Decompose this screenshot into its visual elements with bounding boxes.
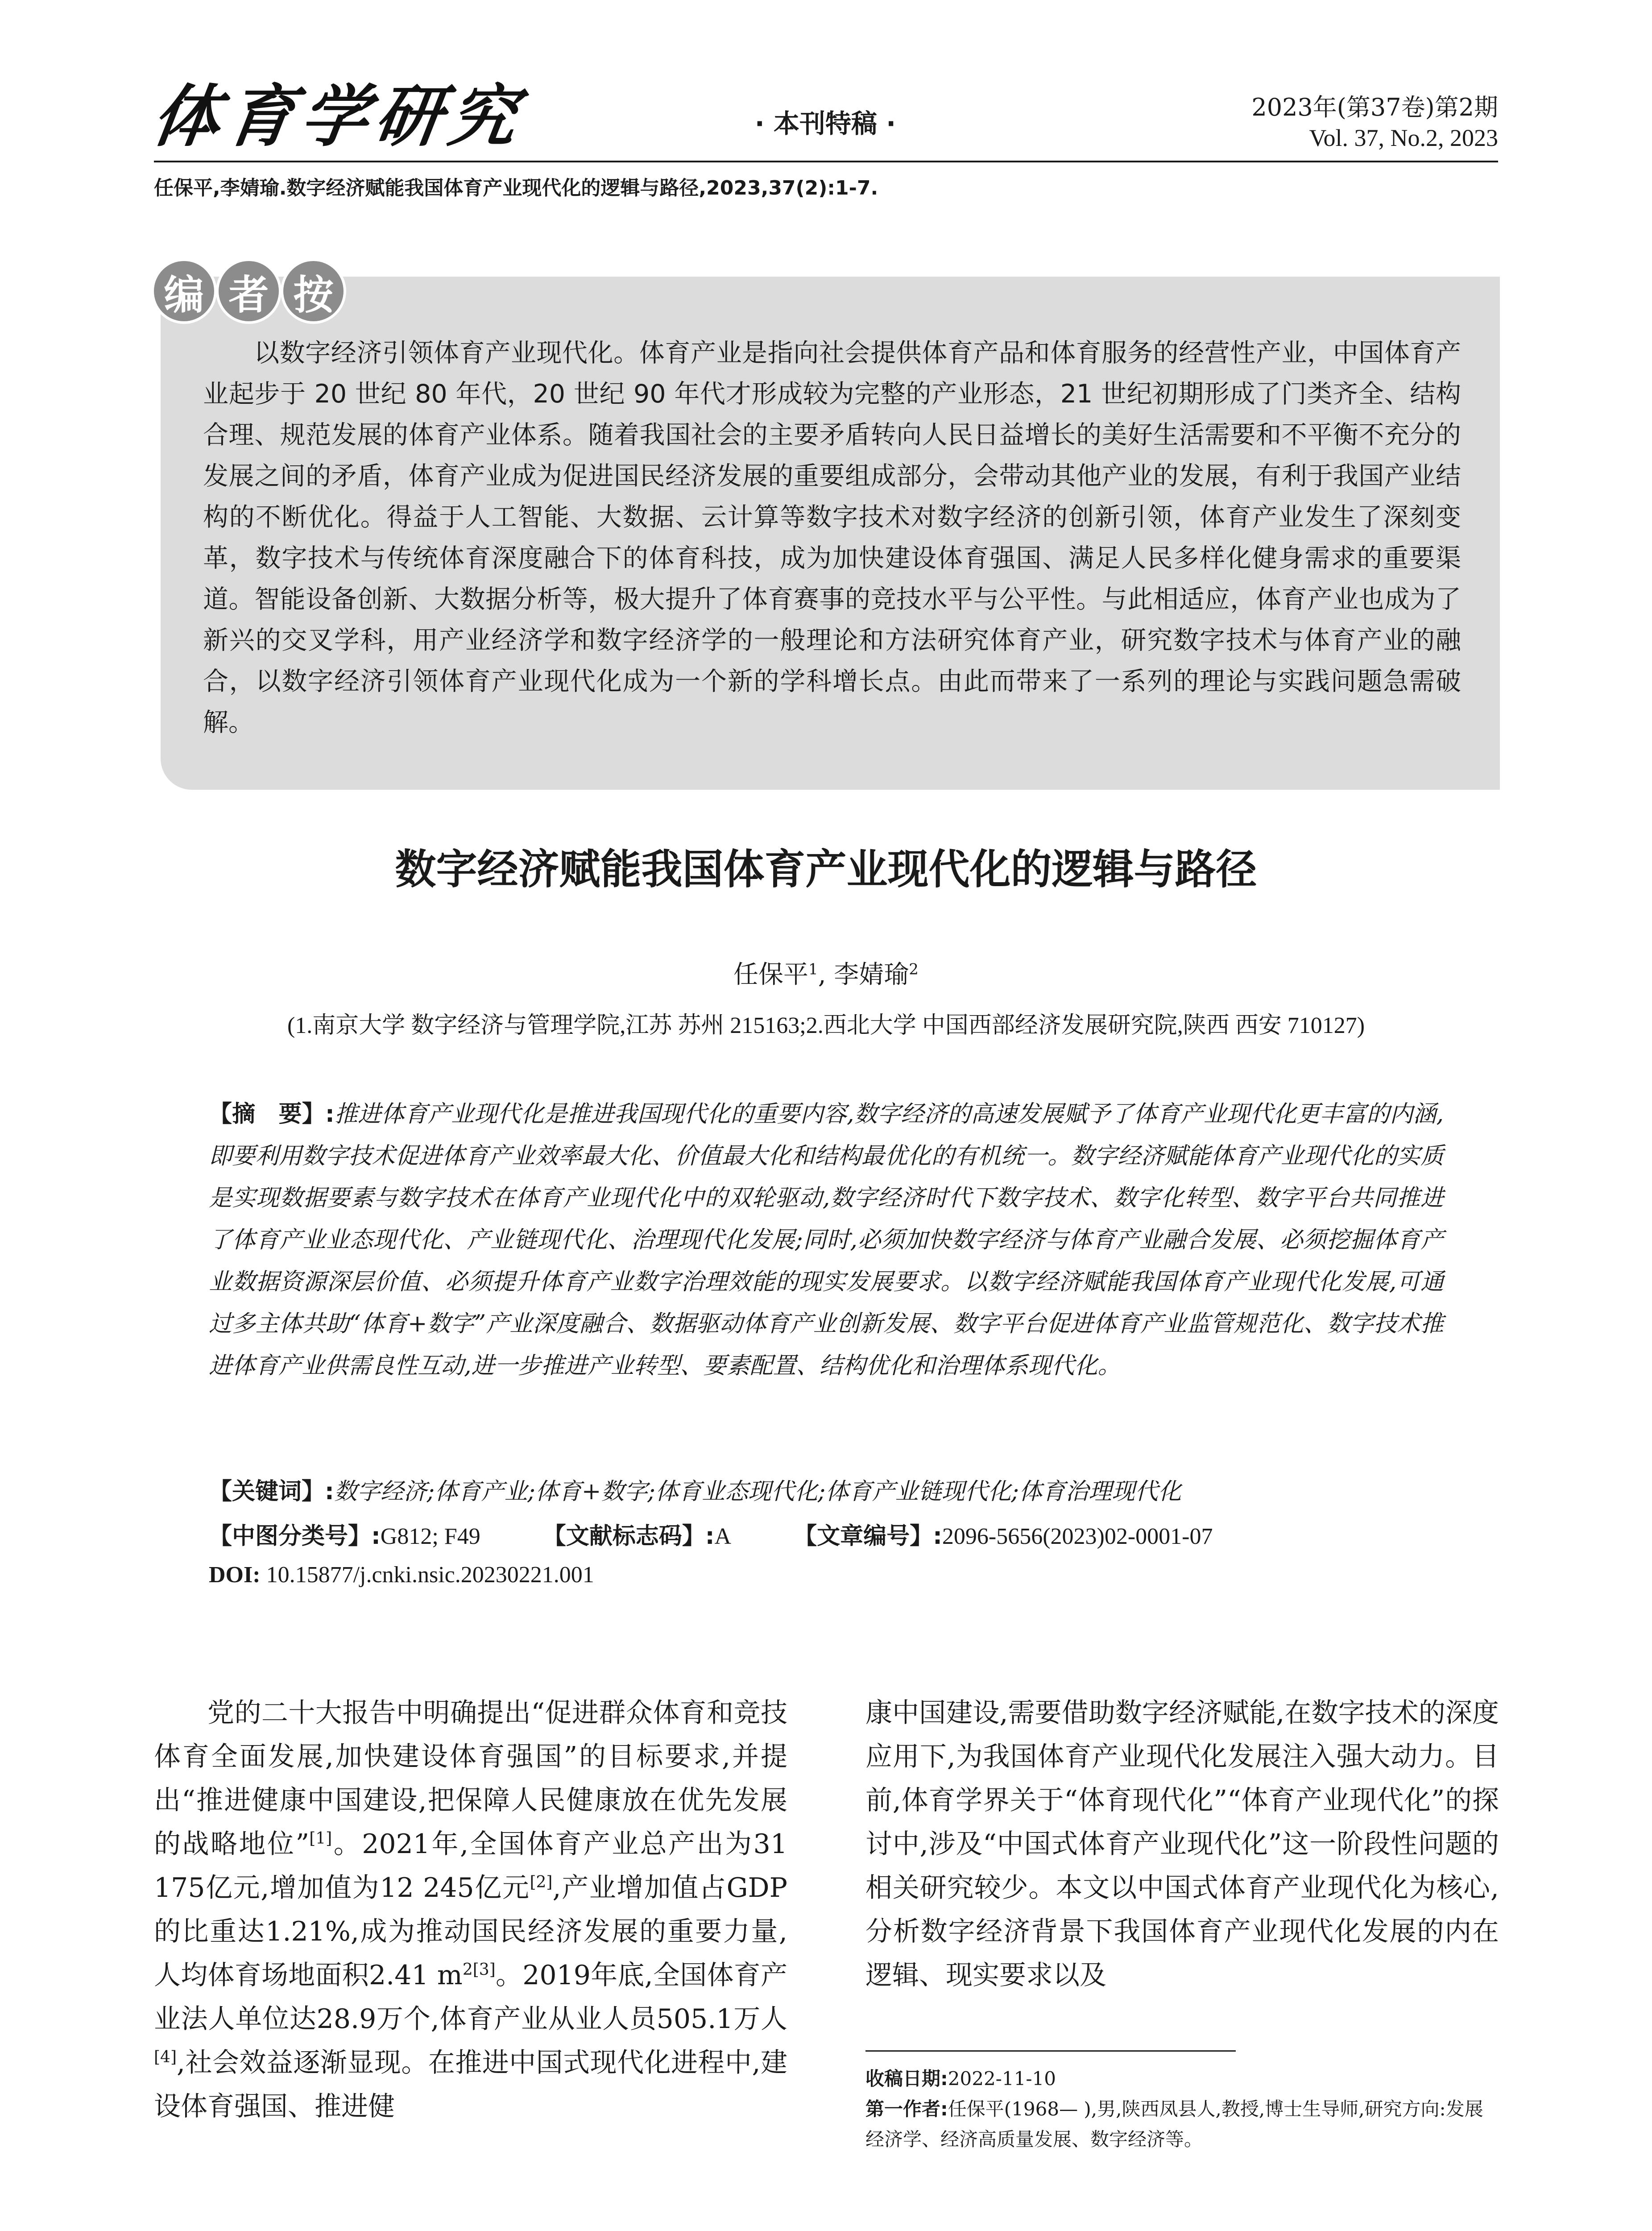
footnote-divider	[865, 2050, 1236, 2052]
body-text: 。2019年底,全国体育产业法人单位达28.9万个,体育产业从业人员505.1万人	[154, 1960, 787, 2035]
issue-info-en: Vol. 37, No.2, 2023	[1309, 124, 1498, 151]
editor-note-badge: 者	[219, 261, 279, 321]
author-line	[0, 955, 1652, 991]
doc-code-field	[543, 1517, 731, 1551]
clc-value: G812; F49	[380, 1524, 480, 1549]
footnotes	[865, 2064, 1499, 2155]
abstract-label: 【摘 要】:	[209, 1101, 335, 1128]
column-label: · 本刊特稿 ·	[754, 108, 896, 139]
citation-line: 任保平,李婧瑜.数字经济赋能我国体育产业现代化的逻辑与路径,2023,37(2):1-7.	[154, 177, 878, 199]
abstract	[209, 1093, 1444, 1387]
affiliation-marker: 1	[808, 960, 818, 979]
body-text: ,产业增加值占GDP的比重达1.21%,成为推动国民经济发展的重要力量,人均体育场地面积2.41 m	[154, 1872, 787, 1991]
editor-note-text: 以数字经济引领体育产业现代化。体育产业是指向社会提供体育产品和体育服务的经营性产业，中国体育产业起步于 20 世纪 80 年代，20 世纪 90 年代才形成较为完整的产业形态，21 世纪初期形成了门类齐全、结构合理、规范发展的体育产业体系。随着我国社会的主要矛盾转向人民日益增长的美好生活需要和不平衡不充分的发展之间的矛盾，体育产业成为促进国民经济发展的重要组成部分，会带动其他产业的发展，有利于我国产业结构的不断优化。得益于人工智能、大数据、云计算等数字技术对数字经济的创新引领，体育产业发生了深刻变革，数字技术与传统体育深度融合下的体育科技，成为加快建设体育强国、满足人民多样化健身需求的重要渠道。智能设备创新、大数据分析等，极大提升了体育赛事的竞技水平与公平性。与此相适应，体育产业也成为了新兴的交叉学科，用产业经济学和数字经济学的一般理论和方法研究体育产业，研究数字技术与体育产业的融合，以数字经济引领体育产业现代化成为一个新的学科增长点。由此而带来了一系列的理论与实践问题急需破解。	[203, 338, 1461, 737]
author-name: 任保平	[733, 960, 809, 989]
affiliations: (1.南京大学 数字经济与管理学院,江苏 苏州 215163;2.西北大学 中国西部经济发展研究院,陕西 西安 710127)	[287, 1013, 1365, 1038]
clc-label: 【中图分类号】:	[209, 1523, 381, 1550]
doi-value: 10.15877/j.cnki.nsic.20230221.001	[266, 1562, 594, 1588]
journal-logo: 体育学研究	[147, 77, 529, 156]
first-author-info: 任保平(1968— ),男,陕西凤县人,教授,博士生导师,研究方向:发展经济学、经济高质量发展、数字经济等。	[865, 2098, 1483, 2150]
citation-ref: [4]	[154, 2048, 177, 2066]
doc-code-value: A	[714, 1524, 732, 1549]
editor-note-badges	[154, 261, 344, 321]
article-no-label: 【文章编号】:	[794, 1523, 942, 1550]
keywords	[209, 1472, 1444, 1506]
received-label: 收稿日期:	[865, 2068, 948, 2090]
body-text: 。2021年,全国体育产业总产出为31 175亿元,增加值为12 245亿元	[154, 1829, 787, 1903]
body-text: ,社会效益逐渐显现。在推进中国式现代化进程中,建设体育强国、推进健	[154, 2047, 787, 2122]
header-divider	[154, 161, 1498, 162]
author-separator: ,	[818, 960, 834, 989]
author-name: 李婧瑜	[834, 960, 909, 989]
issue-info-cn: 2023年(第37卷)第2期	[1251, 93, 1498, 121]
keywords-label: 【关键词】:	[209, 1478, 334, 1505]
article-title: 数字经济赋能我国体育产业现代化的逻辑与路径	[395, 846, 1257, 893]
article-no-field	[794, 1517, 1213, 1551]
body-text: 党的二十大报告中明确提出“促进群众体育和竞技体育全面发展,加快建设体育强国”的目标要求,并提出“推进健康中国建设,把保障人民健康放在优先发展的战略地位”	[154, 1697, 787, 1860]
keywords-text: 数字经济;体育产业;体育+数字;体育业态现代化;体育产业链现代化;体育治理现代化	[334, 1478, 1181, 1505]
editor-note-badge: 编	[154, 261, 214, 321]
square-superscript: 2	[462, 1961, 473, 1979]
editor-note-badge: 按	[283, 261, 344, 321]
article-no-value: 2096-5656(2023)02-0001-07	[942, 1524, 1213, 1549]
classification-meta	[209, 1517, 1444, 1551]
body-column-right: 康中国建设,需要借助数字经济赋能,在数字技术的深度应用下,为我国体育产业现代化发展注入强大动力。目前,体育学界关于“体育现代化”“体育产业现代化”的探讨中,涉及“中国式体育产业现代化”这一阶段性问题的相关研究较少。本文以中国式体育产业现代化为核心,分析数字经济背景下我国体育产业现代化发展的内在逻辑、现实要求以及	[865, 1697, 1499, 1991]
clc-field	[209, 1517, 480, 1551]
received-value: 2022-11-10	[948, 2068, 1056, 2090]
citation-ref: [1]	[309, 1829, 332, 1848]
abstract-text: 推进体育产业现代化是推进我国现代化的重要内容,数字经济的高速发展赋予了体育产业现代化更丰富的内涵,即要利用数字技术促进体育产业效率最大化、价值最大化和结构最优化的有机统一。数字经济赋能体育产业现代化的实质是实现数据要素与数字技术在体育产业现代化中的双轮驱动,数字经济时代下数字技术、数字化转型、数字平台共同推进了体育产业业态现代化、产业链现代化、治理现代化发展;同时,必须加快数字经济与体育产业融合发展、必须挖掘体育产业数据资源深层价值、必须提升体育产业数字治理效能的现实发展要求。以数字经济赋能我国体育产业现代化发展,可通过多主体共助“体育+数字”产业深度融合、数据驱动体育产业创新发展、数字平台促进体育产业监管规范化、数字技术推进体育产业供需良性互动,进一步推进产业转型、要素配置、结构优化和治理体系现代化。	[209, 1101, 1444, 1379]
first-author-note	[865, 2094, 1499, 2155]
body-column-left	[154, 1691, 787, 2128]
citation-ref: [3]	[472, 1961, 496, 1979]
first-author-label: 第一作者:	[865, 2098, 948, 2120]
doc-code-label: 【文献标志码】:	[542, 1523, 715, 1550]
citation-ref: [2]	[530, 1873, 553, 1891]
doi-line	[209, 1562, 594, 1588]
doi-label: DOI:	[209, 1562, 261, 1588]
affiliation-marker: 2	[909, 960, 919, 979]
received-date	[865, 2064, 1499, 2094]
